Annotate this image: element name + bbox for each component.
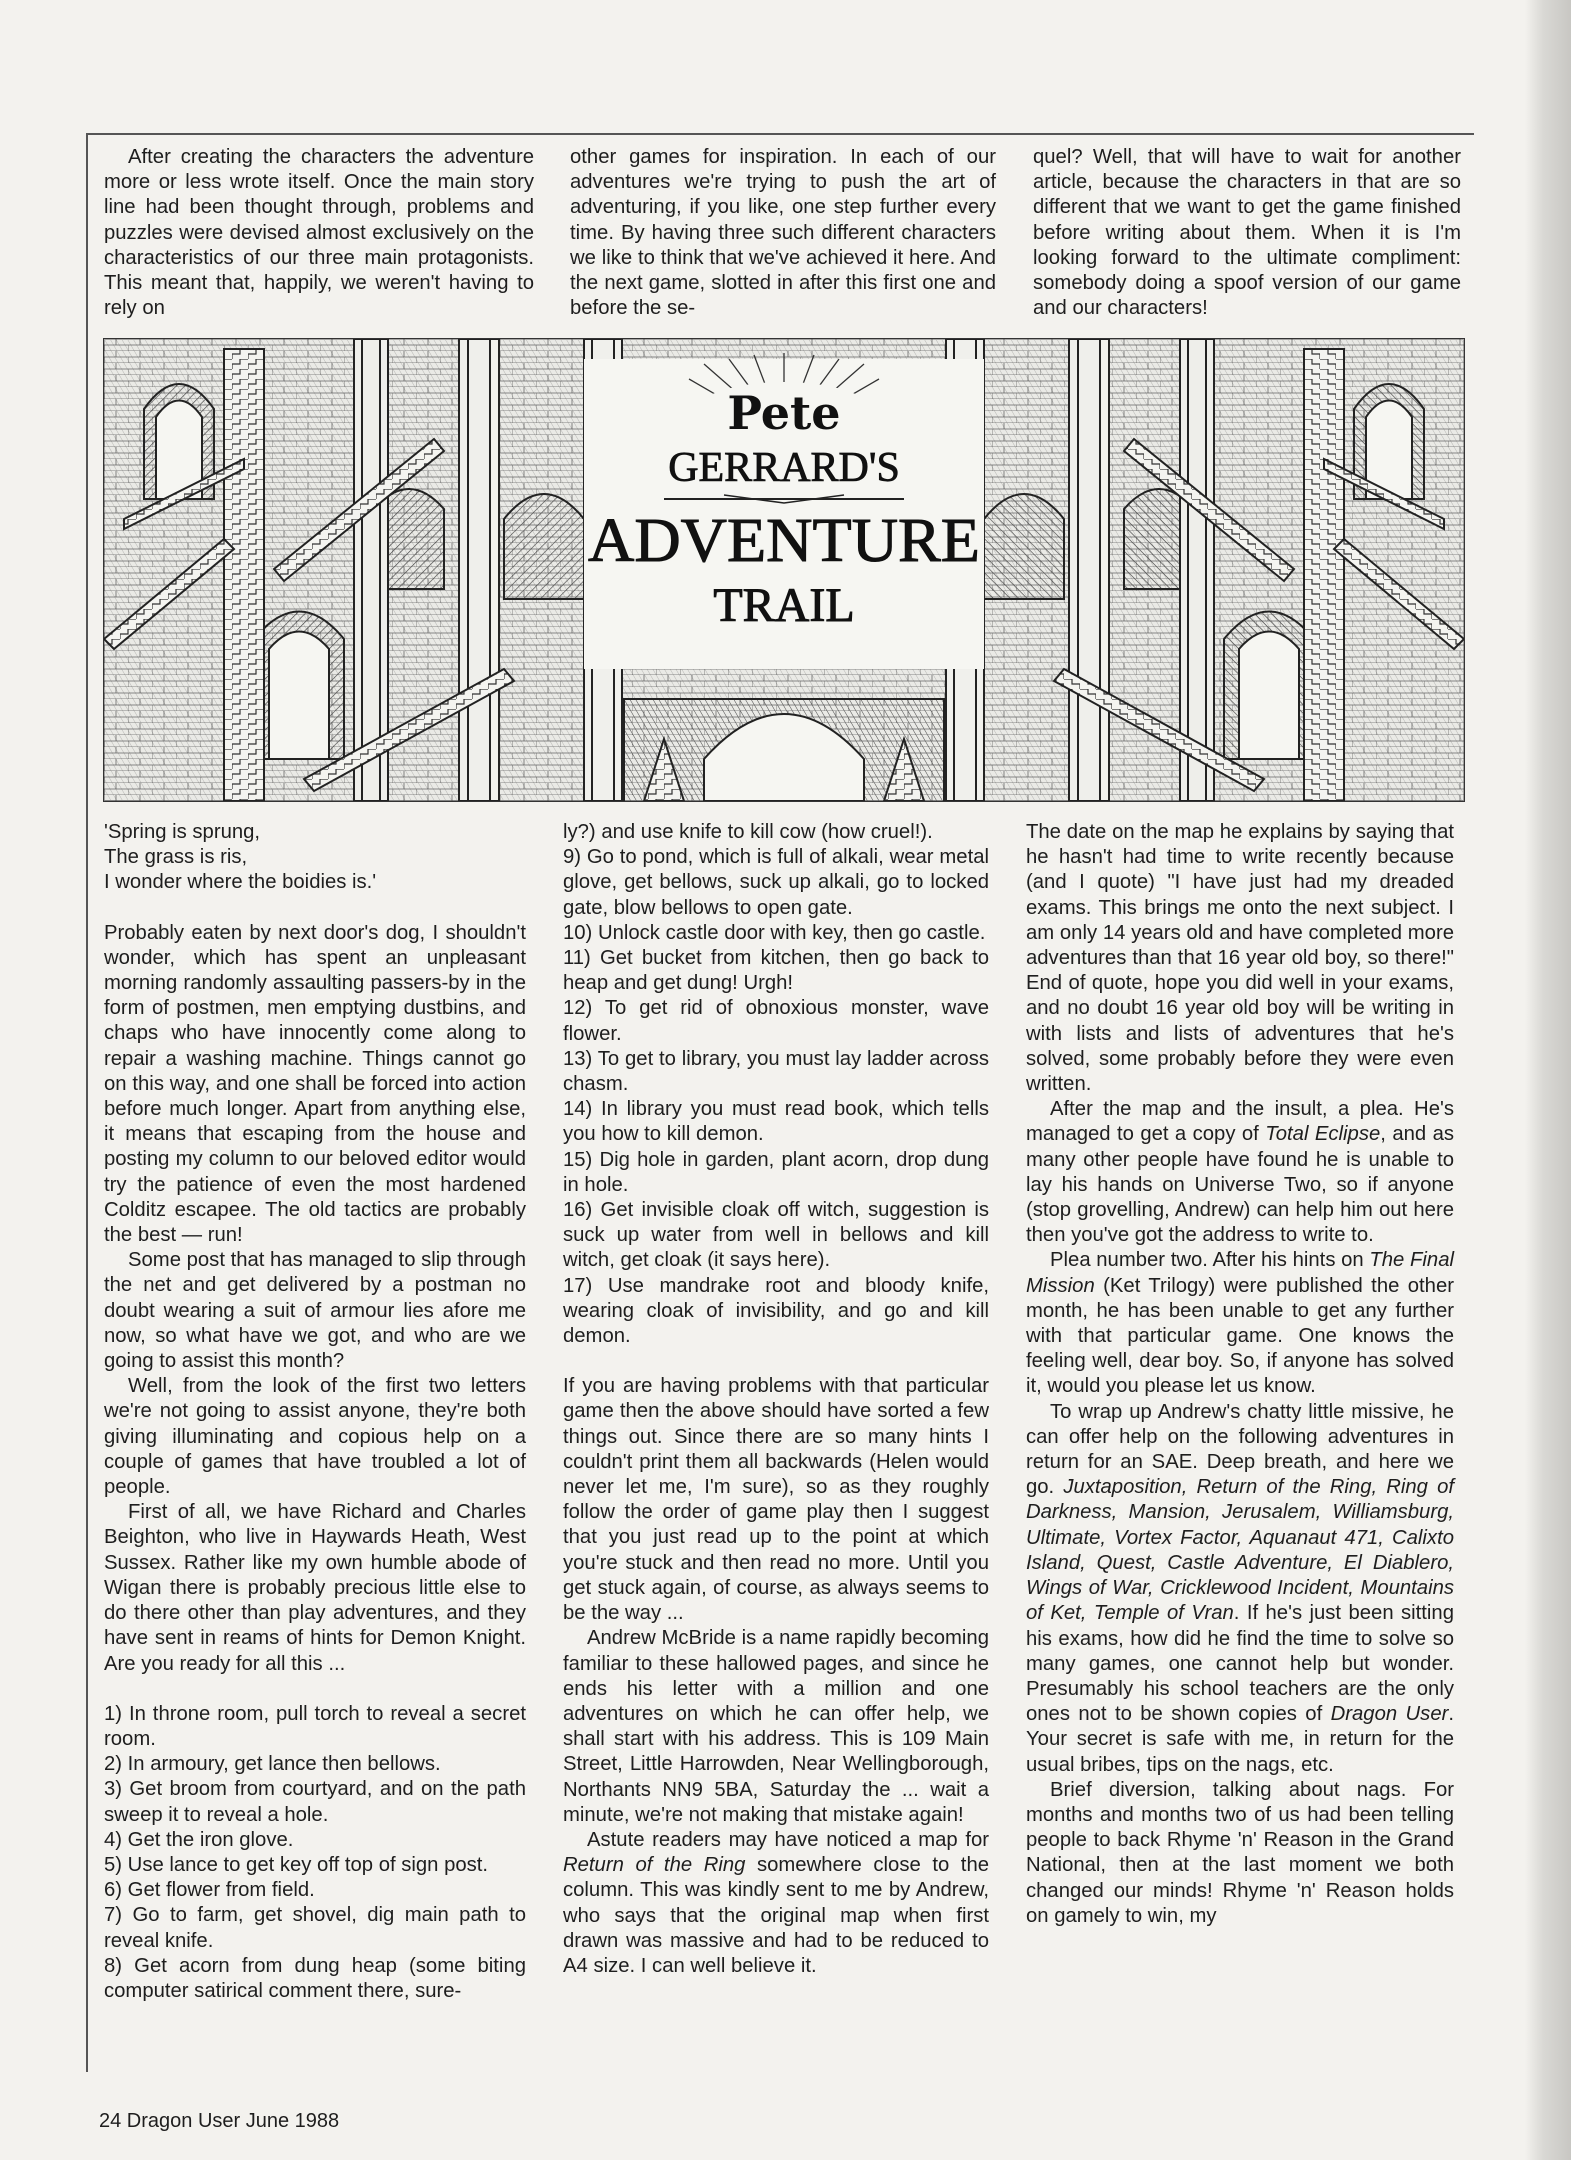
poem-line: 'Spring is sprung, bbox=[104, 821, 261, 843]
hint-item: 6) Get flower from field. bbox=[104, 1879, 315, 1902]
body-paragraph: First of all, we have Richard and Charles Beighton, who live in Haywards Heath, West Sussex. Rather like my own humble abode of Wigan there is probably precious little else to do there other than play adventures, and they have sent in reams of hints for Demon Knight. Are you ready for all this ... bbox=[104, 1501, 526, 1675]
hint-item: 4) Get the iron glove. bbox=[104, 1828, 294, 1851]
hint-item: 12) To get rid of obnoxious monster, wave flower. bbox=[563, 997, 989, 1045]
page-edge-shadow bbox=[1525, 0, 1571, 2160]
adventure-trail-banner bbox=[103, 338, 1465, 802]
body-column-2 bbox=[563, 820, 989, 1979]
banner-title-adventure: ADVENTURE bbox=[588, 507, 980, 575]
intro-column-2 bbox=[570, 145, 996, 321]
body-paragraph: Plea number two. After his hints on The Final Mission (Ket Trilogy) were published the other month, he has been unable to get any further with that particular game. One knows the feeling well, dear boy. So, if anyone has solved it, would you please let us know. bbox=[1026, 1249, 1454, 1398]
escher-architecture-illustration bbox=[104, 339, 1464, 801]
body-paragraph: Astute readers may have noticed a map for Return of the Ring somewhere close to the column. This was kindly sent to me by Andrew, who says that the original map when first drawn was massive and had to be reduced to A4 size. I can well believe it. bbox=[563, 1828, 989, 1977]
hint-item: 2) In armoury, get lance then bellows. bbox=[104, 1753, 441, 1776]
hint-item: 9) Go to pond, which is full of alkali, wear metal glove, get bellows, suck up alkali, go to locked gate, blow bellows to open gate. bbox=[563, 846, 989, 919]
intro-paragraph: other games for inspiration. In each of our adventures we're trying to push the art of adventuring, if you like, one step further every time. By having three such different characters we like to think that we've achieved it here. And the next game, slotted in after this first one and before the se- bbox=[570, 146, 996, 320]
hint-item: 3) Get broom from courtyard, and on the path sweep it to reveal a hole. bbox=[104, 1778, 526, 1826]
intro-paragraph: quel? Well, that will have to wait for another article, because the characters in that are so different that we want to get the game finished before writing about them. When it is I'm looking forward to the ultimate compliment: somebody doing a spoof version of our game and our characters! bbox=[1033, 146, 1461, 320]
body-paragraph: To wrap up Andrew's chatty little missive, he can offer help on the following adventures in return for an SAE. Deep breath, and here we go. Juxtaposition, Return of the Ring, Ring of Darkness, Mansion, Jerusalem, Williamsburg, Ultimate, Vortex Factor, Aquanaut 471, Calixto Island, Quest, Castle Adventure, El Diablero, Wings of War, Cricklewood Incident, Mountains of Ket, Temple of Vran. If he's just been sitting his exams, how did he find the time to solve so many games, one cannot help but wonder. Presumably his school teachers are the only ones not to be shown copies of Dragon User. Your secret is safe with me, in return for the usual bribes, tips on the nags, etc. bbox=[1026, 1400, 1454, 1776]
body-paragraph: Andrew McBride is a name rapidly becoming familiar to these hallowed pages, and since he ends his letter with a million and one adventures on which he can offer help, we shall start with his address. This is 109 Main Street, Little Harrowden, Near Wellingborough, Northants NN9 5BA, Saturday the ... wait a minute, we're not making that mistake again! bbox=[563, 1627, 989, 1826]
intro-column-1 bbox=[104, 145, 534, 321]
hint-item: 15) Dig hole in garden, plant acorn, drop dung in hole. bbox=[563, 1148, 989, 1196]
intro-column-3 bbox=[1033, 145, 1461, 321]
hint-item: 17) Use mandrake root and bloody knife, wearing cloak of invisibility, and go and kill demon. bbox=[563, 1274, 989, 1348]
body-paragraph: Brief diversion, talking about nags. For months and months two of us had been telling people to back Rhyme 'n' Reason in the Grand National, then at the last moment we both changed our minds! Rhyme 'n' Reason holds on gamely to win, my bbox=[1026, 1778, 1454, 1927]
intro-paragraph: After creating the characters the adventure more or less wrote itself. Once the main story line had been thought through, problems and puzzles were devised almost exclusively on the characteristics of our three main protagonists. This meant that, happily, we weren't having to rely on bbox=[104, 146, 534, 320]
hint-item: 11) Get bucket from kitchen, then go back to heap and get dung! Urgh! bbox=[563, 947, 989, 995]
body-column-3 bbox=[1026, 820, 1454, 1929]
hint-item: 7) Go to farm, get shovel, dig main path to reveal knife. bbox=[104, 1904, 526, 1952]
page-footer: 24 Dragon User June 1988 bbox=[99, 2110, 340, 2132]
poem-line: The grass is ris, bbox=[104, 846, 248, 869]
body-paragraph: If you are having problems with that particular game then the above should have sorted a few things out. Since there are so many hints I couldn't print them all backwards (Helen would never let me, I'm sure), so as they roughly follow the order of game play then I suggest that you just read up to the point at which you're stuck and then read no more. Until you get stuck again, of course, as always seems to be the way ... bbox=[563, 1375, 989, 1625]
body-paragraph: After the map and the insult, a plea. He's managed to get a copy of Total Eclipse, and as many other people have found he is unable to lay his hands on Universe Two, so if anyone (stop grovelling, Andrew) can help him out here then you've got the address to write to. bbox=[1026, 1098, 1454, 1247]
body-paragraph: Some post that has managed to slip through the net and get delivered by a postman no doubt wearing a suit of armour lies afore me now, so what have we got, and who are we going to assist this month? bbox=[104, 1249, 526, 1373]
banner-title-trail: TRAIL bbox=[713, 579, 855, 632]
hint-item: 14) In library you must read book, which tells you how to kill demon. bbox=[563, 1098, 989, 1146]
hint-item: 1) In throne room, pull torch to reveal a secret room. bbox=[104, 1702, 526, 1750]
poem-line: I wonder where the boidies is.' bbox=[104, 871, 377, 894]
hint-item: 13) To get to library, you must lay ladder across chasm. bbox=[563, 1047, 989, 1096]
body-paragraph: Well, from the look of the first two letters we're not going to assist anyone, they're both giving illuminating and copious help on a couple of games that have troubled a lot of people. bbox=[104, 1375, 526, 1499]
banner-title-pete: Pete bbox=[727, 386, 841, 440]
body-column-1 bbox=[104, 820, 526, 2004]
hint-item: 16) Get invisible cloak off witch, suggestion is suck up water from well in bellows and kill witch, get cloak (it says here). bbox=[563, 1199, 989, 1272]
banner-title-gerrards: GERRARD'S bbox=[668, 445, 900, 491]
hint-item: 10) Unlock castle door with key, then go castle. bbox=[563, 921, 986, 944]
body-paragraph: Probably eaten by next door's dog, I shouldn't wonder, which has spent an unpleasant morning randomly assaulting passers-by in the form of postmen, men emptying dustbins, and chaps who have innocently come along to repair a washing machine. Things cannot go on this way, and one shall be forced into action before much longer. Apart from anything else, it means that escaping from the house and posting my column to our beloved editor would try the patience of even the most hardened Colditz escapee. The old tactics are probably the best — run! bbox=[104, 921, 526, 1247]
hint-item: ly?) and use knife to kill cow (how cruel!). bbox=[563, 821, 933, 843]
body-paragraph: The date on the map he explains by saying that he hasn't had time to write recently because (and I quote) "I have just had my dreaded exams. This brings me onto the next subject. I am only 14 years old and have completed more adventures than that 16 year old boy, so there!" End of quote, hope you did well in your exams, and no doubt 16 year old boy will be writing in with lists and lists of adventures that he's solved, some probably before they were even written. bbox=[1026, 821, 1454, 1096]
hint-item: 5) Use lance to get key off top of sign post. bbox=[104, 1853, 489, 1876]
hint-item: 8) Get acorn from dung heap (some biting computer satirical comment there, sure- bbox=[104, 1954, 526, 2002]
